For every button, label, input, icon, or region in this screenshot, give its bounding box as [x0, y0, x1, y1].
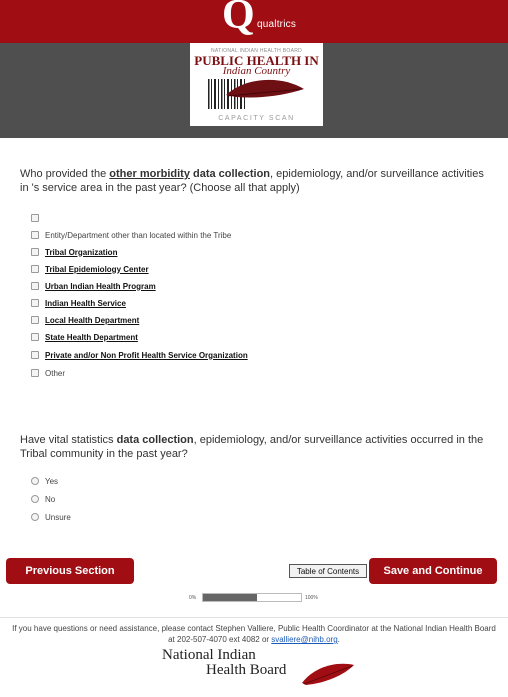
- question-1-text-end: , epidemiology, and/or surveillance activities in 's service area in the past year? (Choose all that apply): [20, 168, 484, 194]
- header-bar: [0, 0, 508, 43]
- question-1-text-start: Who provided the: [20, 168, 110, 180]
- footer-contact-text: [10, 623, 498, 645]
- checkbox[interactable]: [31, 265, 39, 273]
- progress-bar: [202, 593, 302, 602]
- question-2-text: [20, 433, 490, 461]
- qualtrics-logo: [218, 0, 308, 40]
- question-2-bold: data collection: [116, 434, 194, 446]
- checkbox[interactable]: [31, 282, 39, 290]
- banner-logo-script: Indian Country: [222, 65, 291, 77]
- option-label: Unsure: [45, 512, 71, 522]
- nihb-logo: [158, 647, 358, 691]
- question-1-option[interactable]: [31, 330, 138, 344]
- nihb-logo-line-1: National Indian: [162, 647, 256, 663]
- question-2-text-start: Have vital statistics: [20, 434, 117, 446]
- option-label: Local Health Department: [45, 315, 140, 325]
- question-1-option[interactable]: [31, 211, 45, 225]
- feather-icon: [300, 661, 356, 689]
- option-label: Entity/Department other than located within the Tribe: [45, 230, 232, 240]
- checkbox[interactable]: [31, 214, 39, 222]
- question-1-option[interactable]: [31, 262, 149, 276]
- question-1-text: [20, 167, 490, 195]
- question-2-option[interactable]: [31, 510, 71, 524]
- checkbox[interactable]: [31, 299, 39, 307]
- question-1-option[interactable]: [31, 279, 156, 293]
- question-1-emphasis: other morbidity: [109, 168, 190, 180]
- survey-banner: [0, 43, 508, 138]
- radio-button[interactable]: [31, 495, 39, 503]
- previous-section-button[interactable]: Previous Section: [6, 558, 134, 584]
- radio-button[interactable]: [31, 513, 39, 521]
- capacity-scan-logo: [190, 43, 323, 126]
- footer-contact-message: If you have questions or need assistance, please contact Stephen Valliere, Public Health Coordinator at the National Indian Health Board at 202-507-4070 ext 4082 or: [12, 624, 496, 644]
- question-2-option[interactable]: [31, 492, 55, 506]
- nihb-logo-line-2: Health Board: [206, 662, 287, 678]
- checkbox[interactable]: [31, 369, 39, 377]
- checkbox[interactable]: [31, 231, 39, 239]
- banner-logo-title: PUBLIC HEALTH IN: [194, 53, 319, 68]
- question-1-option[interactable]: [31, 366, 65, 380]
- option-label: Urban Indian Health Program: [45, 281, 156, 291]
- option-label: Tribal Epidemiology Center: [45, 264, 149, 274]
- banner-logo-subtitle: CAPACITY SCAN: [218, 115, 295, 122]
- option-label: No: [45, 494, 56, 504]
- checkbox[interactable]: [31, 316, 39, 324]
- footer-divider: [0, 617, 508, 618]
- question-1-option[interactable]: [31, 313, 139, 327]
- option-label: Indian Health Service: [45, 298, 126, 308]
- option-label: Other: [45, 368, 66, 378]
- question-2-option[interactable]: [31, 474, 58, 488]
- question-2-text-end: , epidemiology, and/or surveillance activities occurred in the Tribal community in the past year?: [20, 434, 484, 460]
- option-label: Tribal Organization: [45, 247, 118, 257]
- question-1-option[interactable]: [31, 348, 248, 362]
- progress-max-label: 100%: [305, 595, 318, 601]
- footer-contact-end: .: [337, 635, 340, 644]
- option-label: Yes: [45, 476, 59, 486]
- checkbox[interactable]: [31, 351, 39, 359]
- question-1-option[interactable]: [31, 228, 231, 242]
- radio-button[interactable]: [31, 477, 39, 485]
- banner-logo-org: NATIONAL INDIAN HEALTH BOARD: [210, 48, 303, 54]
- qualtrics-logo-letter: Q: [222, 0, 255, 38]
- option-label: State Health Department: [45, 332, 138, 342]
- question-1-bold: data collection: [189, 168, 271, 180]
- checkbox[interactable]: [31, 333, 39, 341]
- qualtrics-logo-word: qualtrics: [257, 19, 297, 30]
- contact-email-link[interactable]: svalliere@nihb.org: [271, 635, 338, 644]
- question-1-option[interactable]: [31, 245, 117, 259]
- checkbox[interactable]: [31, 248, 39, 256]
- option-label: Private and/or Non Profit Health Service Organization: [45, 350, 248, 360]
- save-and-continue-button[interactable]: Save and Continue: [369, 558, 497, 584]
- progress-bar-fill: [203, 594, 257, 601]
- question-1-option[interactable]: [31, 296, 126, 310]
- table-of-contents-button[interactable]: Table of Contents: [289, 564, 367, 578]
- barcode-feather-icon: [206, 75, 306, 113]
- progress-min-label: 0%: [189, 595, 197, 601]
